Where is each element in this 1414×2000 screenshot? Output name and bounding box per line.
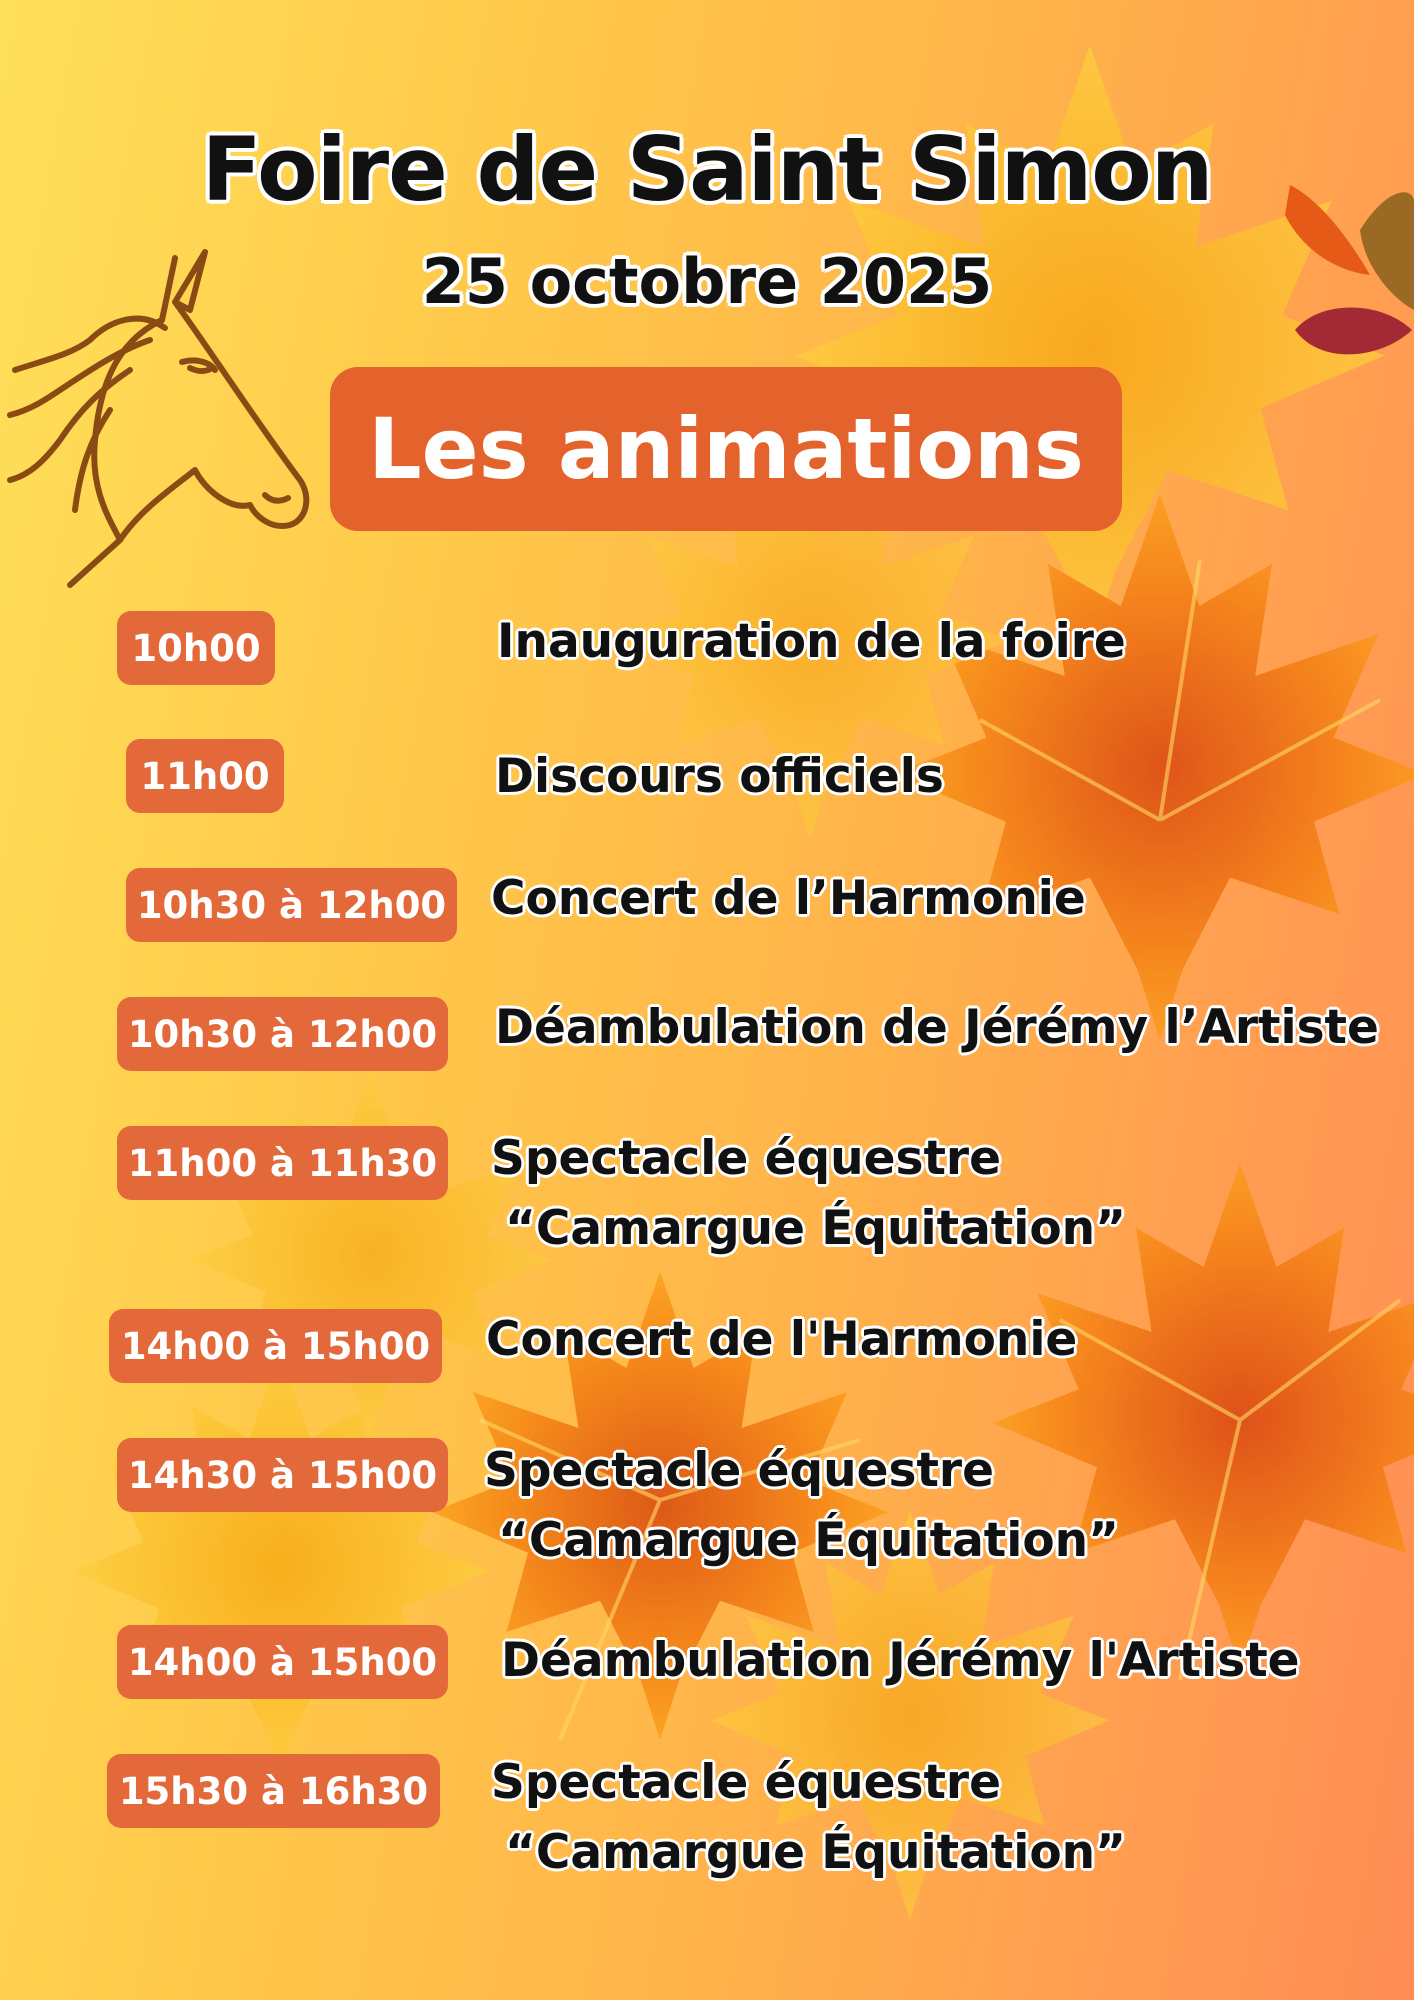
time-badge: 11h00 à 11h30: [117, 1126, 448, 1200]
event-title: Foire de Saint Simon: [201, 118, 1213, 221]
section-banner: Les animations: [330, 367, 1122, 531]
time-badge: 14h00 à 15h00: [109, 1309, 442, 1383]
activity-label: Discours officiels: [495, 749, 944, 804]
activity-label: Spectacle équestre “Camargue Équitation”: [491, 1131, 1127, 1256]
activity-label: Concert de l'Harmonie: [486, 1312, 1078, 1367]
activity-label: Déambulation de Jérémy l’Artiste: [495, 1000, 1379, 1055]
time-badge: 10h00: [117, 611, 275, 685]
time-badge: 11h00: [126, 739, 284, 813]
activity-label: Déambulation Jérémy l'Artiste: [501, 1633, 1300, 1688]
time-badge: 10h30 à 12h00: [126, 868, 457, 942]
time-badge: 10h30 à 12h00: [117, 997, 448, 1071]
time-badge: 15h30 à 16h30: [107, 1754, 440, 1828]
time-badge: 14h00 à 15h00: [117, 1625, 448, 1699]
activity-label: Spectacle équestre “Camargue Équitation”: [484, 1443, 1120, 1568]
activity-label: Inauguration de la foire: [497, 614, 1126, 669]
activity-label: Spectacle équestre “Camargue Équitation”: [491, 1755, 1127, 1880]
activity-label: Concert de l’Harmonie: [491, 871, 1086, 926]
time-badge: 14h30 à 15h00: [117, 1438, 448, 1512]
maple-leaf-decoration: [71, 1351, 489, 1780]
maple-leaf-decoration: [894, 494, 1414, 1040]
event-date: 25 octobre 2025: [421, 245, 993, 318]
